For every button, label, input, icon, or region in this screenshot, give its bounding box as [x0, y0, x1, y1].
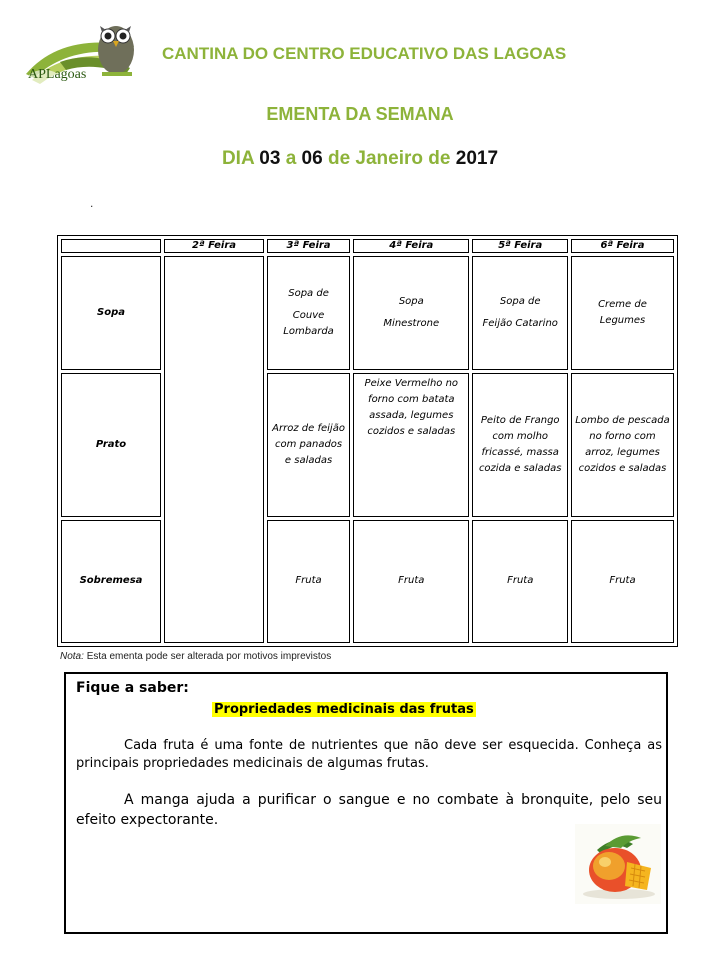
table-row-sobremesa	[61, 520, 674, 643]
menu-cell: Fruta	[571, 520, 674, 643]
menu-note	[60, 651, 331, 662]
cell-line: Couve Lombarda	[283, 309, 334, 337]
monday-empty-cell	[164, 256, 264, 643]
menu-cell	[571, 256, 674, 369]
menu-cell	[267, 256, 350, 369]
cell-line: Sopa	[398, 295, 424, 307]
menu-cell: Lombo de pescada no forno com arroz, legumes cozidos e saladas	[571, 373, 674, 517]
table-row-sopa	[61, 256, 674, 369]
date-end-day: 06	[301, 148, 323, 169]
date-line	[0, 148, 720, 170]
mango-image	[575, 824, 661, 904]
column-header: 6ª Feira	[571, 239, 674, 253]
cell-line: Sopa de	[499, 295, 541, 307]
highlight-title: Propriedades medicinais das frutas	[214, 702, 474, 717]
date-start-day: 03	[259, 148, 281, 169]
menu-cell	[353, 256, 469, 369]
cell-line: Feijão Catarino	[482, 317, 558, 329]
cell-line: Creme de	[598, 298, 647, 310]
logo-text: APLagoas	[28, 67, 87, 82]
info-box	[64, 672, 668, 934]
menu-cell: Fruta	[472, 520, 567, 643]
cell-line: Legumes	[599, 314, 646, 326]
row-label-prato: Prato	[61, 373, 161, 517]
menu-cell: Peixe Vermelho no forno com batata assada, legumes cozidos e saladas	[353, 373, 469, 517]
date-prefix: DIA	[221, 148, 254, 169]
menu-cell: Arroz de feijão com panados e saladas	[267, 373, 350, 517]
school-name: CANTINA DO CENTRO EDUCATIVO DAS LAGOAS	[162, 44, 567, 63]
mango-icon	[575, 824, 661, 904]
note-text: Esta ementa pode ser alterada por motivos imprevistos	[86, 651, 332, 662]
info-heading: Fique a saber:	[76, 680, 189, 696]
menu-title: EMENTA DA SEMANA	[266, 104, 454, 124]
menu-cell: Peito de Frango com molho fricassé, massa cozida e saladas	[472, 373, 567, 517]
logo	[22, 10, 147, 90]
menu-table	[57, 235, 678, 647]
menu-cell: Fruta	[353, 520, 469, 643]
table-row-prato	[61, 373, 674, 517]
note-label: Nota:	[60, 651, 84, 662]
row-label-sobremesa: Sobremesa	[61, 520, 161, 643]
stray-mark: .	[90, 196, 94, 210]
date-year: 2017	[455, 148, 499, 169]
column-header: 4ª Feira	[353, 239, 469, 253]
cell-line: Sopa de	[288, 287, 329, 299]
corner-cell	[61, 239, 161, 253]
row-label-sopa: Sopa	[61, 256, 161, 369]
menu-cell: Fruta	[267, 520, 350, 643]
date-middle: de Janeiro de	[327, 148, 451, 169]
cell-line: Minestrone	[383, 317, 440, 329]
menu-cell	[472, 256, 567, 369]
date-connector: a	[285, 148, 297, 169]
column-header: 3ª Feira	[267, 239, 350, 253]
paragraph-mango: A manga ajuda a purificar o sangue e no combate à bronquite, pelo seu efeito expectorante.	[76, 792, 662, 828]
paragraph-intro: Cada fruta é uma fonte de nutrientes que não deve ser esquecida. Conheça as principais propriedades medicinais de algumas frutas.	[76, 738, 662, 771]
column-header: 5ª Feira	[472, 239, 567, 253]
column-header: 2ª Feira	[164, 239, 264, 253]
table-header-row	[61, 239, 674, 253]
